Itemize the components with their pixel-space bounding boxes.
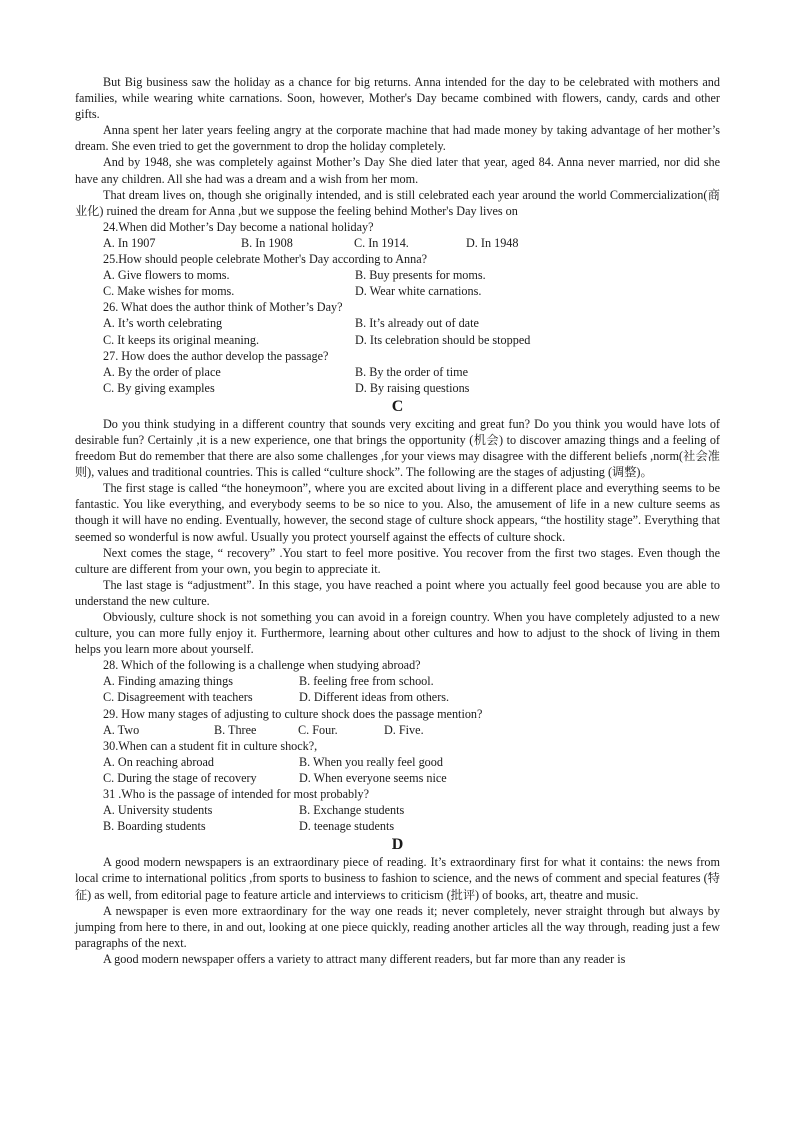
passage-c-paragraph-2: The first stage is called “the honeymoon”, where you are excited about living in a different place and everything seems to be fantastic. You like everything, and everybody seems to be so nice to you. Also, the amusement of life in a new culture seems as though it will have no ending. Eventually, however, the second stage of culture shock appears, “the hostility stage”. Everything that seemed so wonderful is now awful. Usually you protect yourself against the effects of culture shock. <box>75 481 720 544</box>
question-30-options-row-2 <box>75 770 720 786</box>
option: B. Boarding students <box>103 819 206 834</box>
option: A. Give flowers to moms. <box>103 268 230 283</box>
option: C. During the stage of recovery <box>103 770 257 785</box>
question-24-stem: 24.When did Mother’s Day become a national holiday? <box>103 219 374 234</box>
section-d-heading: D <box>391 836 404 854</box>
question-29-options <box>75 722 720 738</box>
question-28-stem: 28. Which of the following is a challenge when studying abroad? <box>103 658 421 673</box>
option: D. Different ideas from others. <box>299 690 450 705</box>
option: B. Buy presents for moms. <box>355 268 486 283</box>
passage-b-paragraph-4: That dream lives on, though she originally intended, and is still celebrated each year around the world Commercialization(商业化) ruined the dream for Anna ,but we suppose the feeling behind Mother's Day lives on <box>75 187 720 218</box>
question-30-stem: 30.When can a student fit in culture shock?, <box>103 738 318 753</box>
option: C. It keeps its original meaning. <box>103 332 260 347</box>
option: C. Four. <box>298 722 338 737</box>
question-26-stem: 26. What does the author think of Mother’s Day? <box>103 300 343 315</box>
question-29-stem: 29. How many stages of adjusting to culture shock does the passage mention? <box>103 706 483 721</box>
option: A. It’s worth celebrating <box>103 316 223 331</box>
passage-c-paragraph-3: Next comes the stage, “ recovery” .You start to feel more positive. You recover from the first two stages. Even though the culture are different from your own, you begin to appreciate it. <box>75 545 720 576</box>
passage-d-paragraph-2: A newspaper is even more extraordinary for the way one reads it; never completely, never straight through but always by jumping from here to there, in and out, looking at one piece quickly, reading another articles all the way through, reading just a few paragraphs of the next. <box>75 903 720 950</box>
question-27-options-row-1 <box>75 364 720 380</box>
passage-d-paragraph-1: A good modern newspapers is an extraordinary piece of reading. It’s extraordinary first for what it contains: the news from local crime to international politics ,from sports to business to fashion to science, and the news of comment and special features (特征) as well, from editorial page to feature article and interviews to criticism (批评) of books, art, theatre and music. <box>75 855 720 902</box>
question-31-options-row-1 <box>75 802 720 818</box>
question-26-options-row-1 <box>75 315 720 331</box>
option: B. feeling free from school. <box>299 674 434 689</box>
option: A. Finding amazing things <box>103 674 233 689</box>
passage-b-paragraph-3: And by 1948, she was completely against Mother’s Day She died later that year, aged 84. Anna never married, nor did she have any children. All she had was a dream and a wish from her mom. <box>75 155 720 186</box>
question-28-options-row-1 <box>75 673 720 689</box>
option: A. On reaching abroad <box>103 754 214 769</box>
passage-d-paragraph-3: A good modern newspaper offers a variety to attract many different readers, but far more than any reader is <box>103 951 626 966</box>
option: C. Make wishes for moms. <box>103 284 235 299</box>
question-26-options-row-2 <box>75 332 720 348</box>
question-31-stem: 31 .Who is the passage of intended for most probably? <box>103 787 370 802</box>
question-25-options-row-1 <box>75 267 720 283</box>
option: D. Five. <box>384 722 424 737</box>
option: C. In 1914. <box>354 235 409 250</box>
question-28-options-row-2 <box>75 689 720 705</box>
option: C. By giving examples <box>103 380 215 395</box>
option: D. Wear white carnations. <box>355 284 482 299</box>
section-c-heading: C <box>391 397 404 415</box>
option: A. In 1907 <box>103 235 156 250</box>
option: B. In 1908 <box>241 235 293 250</box>
option: D. When everyone seems nice <box>299 770 447 785</box>
option: B. Exchange students <box>299 803 405 818</box>
option: A. Two <box>103 722 140 737</box>
question-30-options-row-1 <box>75 754 720 770</box>
question-25-stem: 25.How should people celebrate Mother's Day according to Anna? <box>103 252 428 267</box>
option: B. Three <box>214 722 257 737</box>
passage-c-paragraph-5: Obviously, culture shock is not something you can avoid in a foreign country. When you have completely adjusted to a new culture, you can more fully enjoy it. Furthermore, learning about other cultures and how to adjust to the shock of living in them helps you learn more about yourself. <box>75 610 720 657</box>
option: B. It’s already out of date <box>355 316 479 331</box>
passage-c-paragraph-1: Do you think studying in a different country that sounds very exciting and great fun? Do you think you would have lots of desirable fun? Certainly ,it is a new experience, one that brings the opportunity (机会) to discover amazing things and a feeling of freedom But do remember that there are also some challenges ,for your views may disagree with the different beliefs ,norm(社会准则), values and traditional countries. This is called “culture shock”. The following are the stages of adjusting (调整)。 <box>75 416 720 480</box>
option: D. Its celebration should be stopped <box>355 332 531 347</box>
option: A. By the order of place <box>103 364 221 379</box>
passage-b-paragraph-2: Anna spent her later years feeling angry at the corporate machine that had made money by taking advantage of her mother’s dream. She even tried to get the government to drop the holiday completely. <box>75 123 720 154</box>
option: D. In 1948 <box>466 235 519 250</box>
option: D. teenage students <box>299 819 395 834</box>
option: C. Disagreement with teachers <box>103 690 253 705</box>
question-27-options-row-2 <box>75 380 720 396</box>
option: B. By the order of time <box>355 364 469 379</box>
question-25-options-row-2 <box>75 283 720 299</box>
option: D. By raising questions <box>355 380 470 395</box>
exam-page <box>75 74 720 967</box>
question-24-options <box>75 235 720 251</box>
question-27-stem: 27. How does the author develop the passage? <box>103 348 329 363</box>
passage-b-paragraph-1: But Big business saw the holiday as a chance for big returns. Anna intended for the day to be celebrated with mothers and families, while wearing white carnations. Soon, however, Mother's Day became combined with flowers, candy, cards and other gifts. <box>75 75 720 122</box>
passage-c-paragraph-4: The last stage is “adjustment”. In this stage, you have reached a point where you actually feel good because you are able to understand the new culture. <box>75 577 720 608</box>
option: A. University students <box>103 803 213 818</box>
option: B. When you really feel good <box>299 754 443 769</box>
question-31-options-row-2 <box>75 818 720 834</box>
